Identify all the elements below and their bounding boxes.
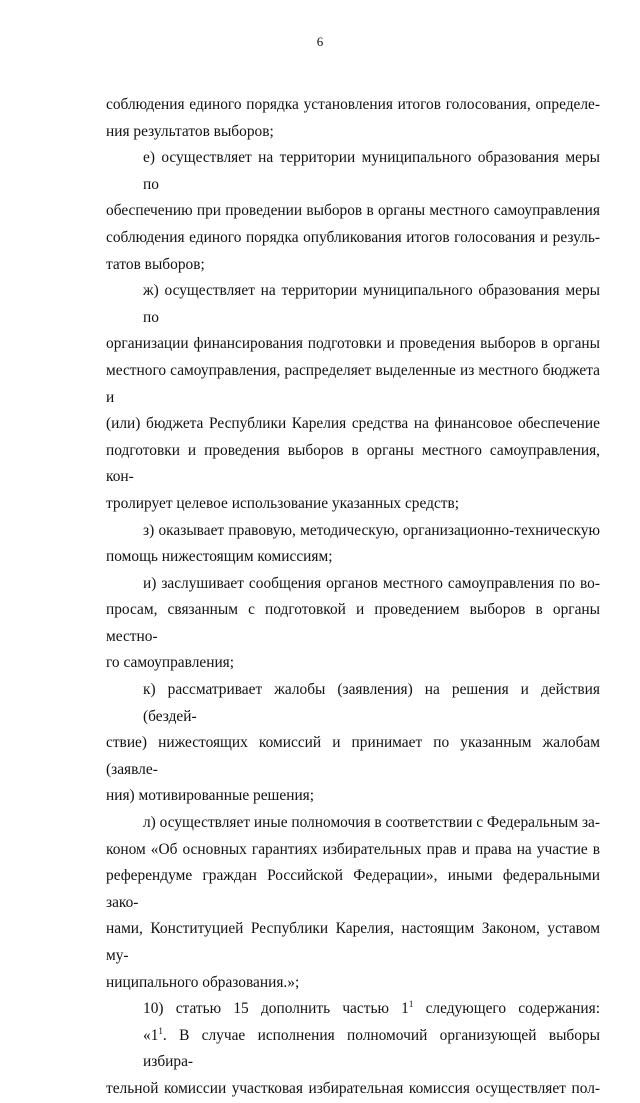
text-line: ния) мотивированные решения; [106, 787, 315, 805]
quote-text: . В случае исполнения полномочий организующей выборы избира- [143, 1026, 600, 1071]
text-line: нами, Конституцией Республики Карелия, настоящим Законом, уставом му- [106, 920, 600, 964]
document-body [106, 92, 600, 1103]
text-line: подготовки и проведения выборов в органы местного самоуправления, кон- [106, 441, 600, 486]
text-line: е) осуществляет на территории муниципального образования меры по [143, 149, 600, 193]
item-10-superscript: 1 [408, 999, 414, 1010]
text-line: соблюдения единого порядка опубликования итогов голосования и резуль- [106, 228, 600, 246]
text-line: местного самоуправления, распределяет выделенные из местного бюджета и [106, 361, 600, 406]
item-10-text-end: следующего содержания: [413, 1000, 600, 1018]
text-line: помощь нижестоящим комиссиям; [106, 548, 333, 566]
text-line: ствие) нижестоящих комиссий и принимает по указанным жалобам (заявле- [106, 734, 600, 778]
text-line: го самоуправления; [106, 654, 235, 672]
item-10-text: 10) статью 15 дополнить частью 1 [143, 1000, 409, 1018]
quote-start-line [106, 1023, 600, 1076]
item-10-line [106, 996, 600, 1023]
text-line: з) оказывает правовую, методическую, организационно-техническую [143, 521, 600, 539]
text-line: организации финансирования подготовки и проведения выборов в органы [106, 335, 600, 353]
text-line: ж) осуществляет на территории муниципального образования меры по [143, 282, 600, 326]
text-line: обеспечению при проведении выборов в органы местного самоуправления [106, 202, 600, 220]
text-line: соблюдения единого порядка установления итогов голосования, определе- [106, 96, 600, 113]
text-line: просам, связанным с подготовкой и проведением выборов в органы местно- [106, 601, 600, 645]
page-number: 6 [316, 34, 324, 49]
text-line: ния результатов выборов; [106, 122, 274, 140]
text-line: татов выборов; [106, 255, 205, 273]
text-line: и) заслушивает сообщения органов местного самоуправления по во- [143, 574, 600, 592]
text-line: тролирует целевое использование указанных средств; [106, 494, 460, 512]
text-line: л) осуществляет иные полномочия в соответствии с Федеральным за- [143, 814, 600, 832]
text-line: (или) бюджета Республики Карелия средства на финансовое обеспечение [106, 415, 600, 433]
quote-open: «1 [143, 1026, 159, 1044]
quote-superscript: 1 [158, 1025, 163, 1036]
final-line: тельной комиссии участковая избирательная комиссия осуществляет пол- [106, 1079, 600, 1097]
text-line: к) рассматривает жалобы (заявления) на решения и действия (бездей- [143, 681, 600, 725]
text-line: коном «Об основных гарантиях избирательных прав и права на участие в [106, 840, 600, 858]
text-line: ниципального образования.»; [106, 973, 300, 991]
text-line: референдуме граждан Российской Федерации», иными федеральными зако- [106, 867, 600, 911]
